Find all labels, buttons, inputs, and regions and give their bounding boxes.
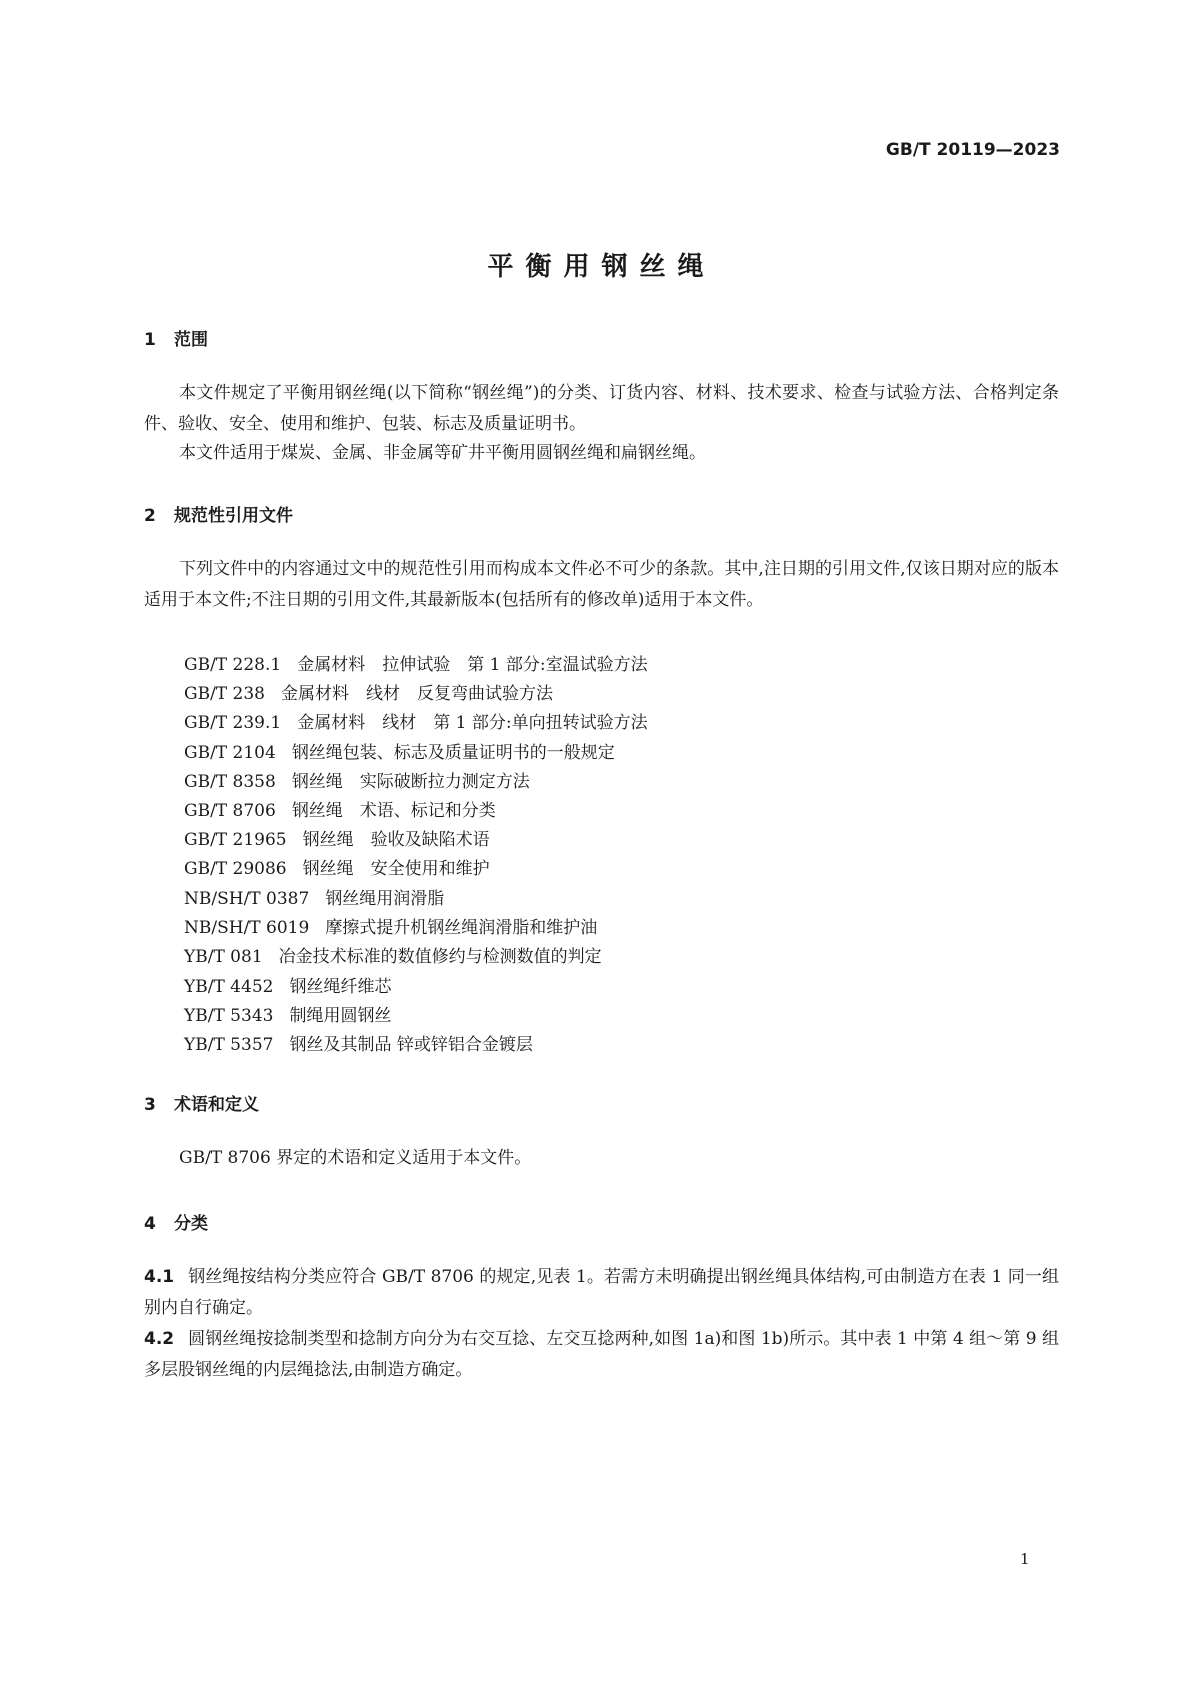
reference-title: 钢丝绳 验收及缺陷术语 — [302, 830, 490, 850]
reference-code: NB/SH/T 0387 — [184, 889, 310, 909]
reference-code: YB/T 4452 — [184, 977, 274, 997]
page-number: 1 — [1020, 1550, 1030, 1568]
reference-code: YB/T 5343 — [184, 1006, 274, 1026]
clause-text: 钢丝绳按结构分类应符合 GB/T 8706 的规定,见表 1。若需方未明确提出钢丝绳具体结构,可由制造方在表 1 同一组别内自行确定。 — [144, 1267, 1059, 1318]
reference-title: 钢丝绳 实际破断拉力测定方法 — [291, 772, 530, 792]
standard-code: GB/T 20119—2023 — [885, 140, 1060, 160]
section-number: 2 — [144, 506, 156, 526]
reference-item — [184, 1030, 533, 1055]
reference-item — [184, 854, 490, 879]
reference-title: 制绳用圆钢丝 — [289, 1006, 392, 1026]
reference-code: GB/T 29086 — [184, 859, 287, 879]
reference-item — [184, 796, 496, 821]
section-title: 术语和定义 — [174, 1095, 259, 1115]
terms-paragraph: GB/T 8706 界定的术语和定义适用于本文件。 — [179, 1148, 532, 1168]
reference-title: 摩擦式提升机钢丝绳润滑脂和维护油 — [325, 918, 598, 938]
reference-code: NB/SH/T 6019 — [184, 918, 310, 938]
reference-item — [184, 913, 597, 938]
section-1-heading — [144, 325, 208, 350]
document-title: 平衡用钢丝绳 — [487, 252, 716, 282]
reference-code: YB/T 5357 — [184, 1035, 274, 1055]
reference-title: 钢丝绳 术语、标记和分类 — [291, 801, 496, 821]
section-number: 3 — [144, 1095, 156, 1115]
reference-item — [184, 1001, 391, 1026]
reference-item — [184, 650, 648, 675]
section-title: 范围 — [174, 330, 208, 350]
section-title: 分类 — [174, 1214, 208, 1234]
reference-title: 钢丝绳纤维芯 — [289, 977, 392, 997]
section-2-heading — [144, 501, 293, 526]
section-3-heading — [144, 1090, 259, 1115]
section-title: 规范性引用文件 — [174, 506, 293, 526]
clause-text: 圆钢丝绳按捻制类型和捻制方向分为右交互捻、左交互捻两种,如图 1a)和图 1b)所示。其中表 1 中第 4 组～第 9 组多层股钢丝绳的内层绳捻法,由制造方确定。 — [144, 1329, 1059, 1380]
reference-item — [184, 884, 444, 909]
reference-item — [184, 738, 615, 763]
reference-item — [184, 972, 391, 997]
reference-title: 钢丝绳包装、标志及质量证明书的一般规定 — [291, 743, 615, 763]
clause-number: 4.1 — [144, 1267, 175, 1287]
clause-number: 4.2 — [144, 1329, 175, 1349]
reference-code: GB/T 2104 — [184, 743, 276, 763]
clause-4-2 — [144, 1324, 1059, 1386]
scope-paragraph-1: 本文件规定了平衡用钢丝绳(以下简称“钢丝绳”)的分类、订货内容、材料、技术要求、检查与试验方法、合格判定条件、验收、安全、使用和维护、包装、标志及质量证明书。 — [144, 383, 1059, 434]
reference-code: YB/T 081 — [184, 947, 263, 967]
reference-item — [184, 708, 648, 733]
reference-code: GB/T 228.1 — [184, 655, 282, 675]
reference-title: 金属材料 线材 第 1 部分:单向扭转试验方法 — [297, 713, 648, 733]
reference-item — [184, 679, 553, 704]
reference-code: GB/T 8358 — [184, 772, 276, 792]
normative-references-intro: 下列文件中的内容通过文中的规范性引用而构成本文件必不可少的条款。其中,注日期的引用文件,仅该日期对应的版本适用于本文件;不注日期的引用文件,其最新版本(包括所有的修改单)适用于本文件。 — [144, 559, 1059, 610]
clause-4-1 — [144, 1262, 1059, 1324]
section-4-heading — [144, 1209, 208, 1234]
reference-code: GB/T 238 — [184, 684, 265, 704]
section-number: 4 — [144, 1214, 156, 1234]
reference-title: 金属材料 线材 反复弯曲试验方法 — [281, 684, 553, 704]
reference-item — [184, 825, 490, 850]
reference-item — [184, 942, 602, 967]
reference-title: 钢丝绳 安全使用和维护 — [302, 859, 490, 879]
reference-code: GB/T 21965 — [184, 830, 287, 850]
scope-paragraph-2: 本文件适用于煤炭、金属、非金属等矿井平衡用圆钢丝绳和扁钢丝绳。 — [179, 443, 706, 463]
reference-title: 钢丝绳用润滑脂 — [325, 889, 445, 909]
reference-title: 金属材料 拉伸试验 第 1 部分:室温试验方法 — [297, 655, 648, 675]
reference-item — [184, 767, 530, 792]
reference-code: GB/T 239.1 — [184, 713, 282, 733]
reference-title: 钢丝及其制品 锌或锌铝合金镀层 — [289, 1035, 533, 1055]
reference-code: GB/T 8706 — [184, 801, 276, 821]
section-number: 1 — [144, 330, 156, 350]
reference-title: 冶金技术标准的数值修约与检测数值的判定 — [278, 947, 602, 967]
